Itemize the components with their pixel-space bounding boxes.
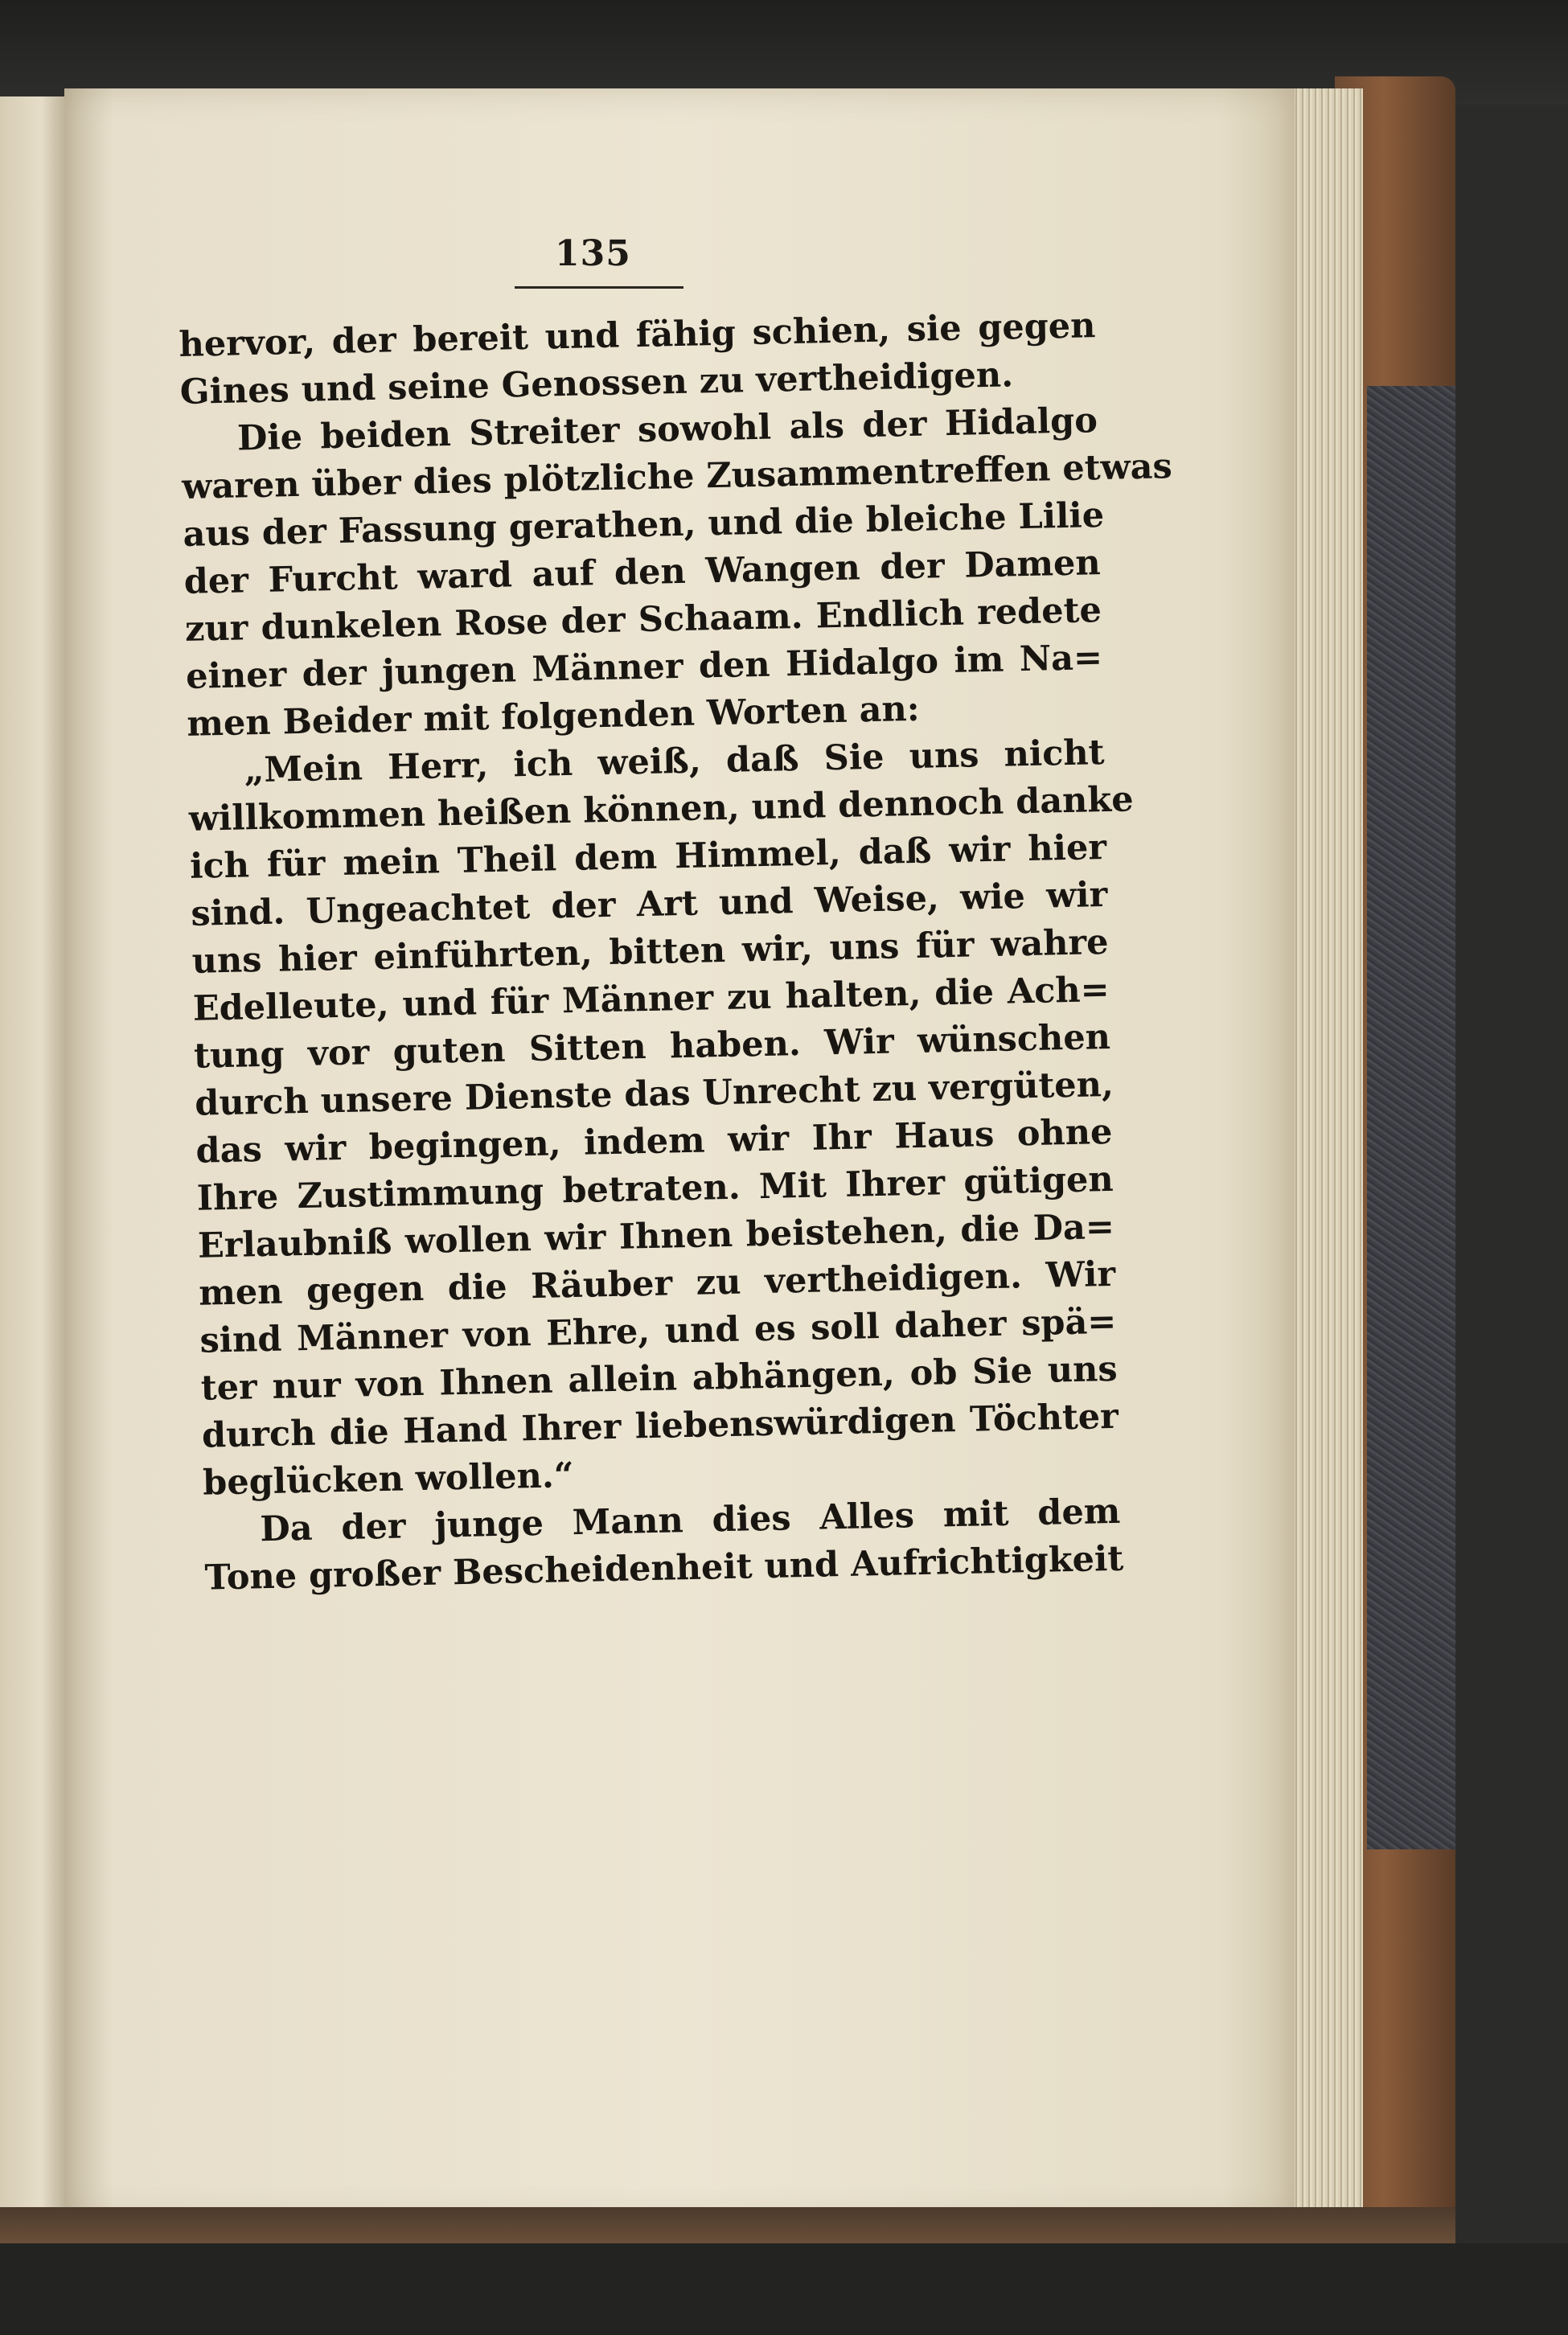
book-cover-bottom xyxy=(0,2207,1455,2243)
text-line: men gegen die Räuber zu vertheidigen. Wir xyxy=(198,1254,1116,1314)
text-line: uns hier einführten, bitten wir, uns für wahre xyxy=(191,921,1109,982)
page-number: 135 xyxy=(555,233,631,274)
text-line: das wir begingen, indem wir Ihr Haus ohne xyxy=(195,1111,1113,1172)
text-line: der Furcht ward auf den Wangen der Damen xyxy=(183,543,1102,602)
text-line: ter nur von Ihnen allein abhängen, ob Sie uns xyxy=(200,1348,1119,1409)
text-line: willkommen heißen können, und dennoch danke xyxy=(188,779,1135,839)
text-line: sind. Ungeachtet der Art und Weise, wie wir xyxy=(190,874,1108,934)
text-line: Tone großer Bescheidenheit und Aufrichtigkeit xyxy=(204,1538,1124,1598)
text-line: Die beiden Streiter sowohl als der Hidalgo xyxy=(236,400,1098,459)
page-edges xyxy=(1287,88,1363,2219)
text-line: beglücken wollen.“ xyxy=(202,1455,575,1504)
text-line: ich für mein Theil dem Himmel, daß wir hier xyxy=(189,827,1107,887)
text-line: waren über dies plötzliche Zusammentreffen etwas xyxy=(181,446,1173,507)
text-line: durch die Hand Ihrer liebenswürdigen Töchter xyxy=(201,1396,1119,1456)
text-line: „Mein Herr, ich weiß, daß Sie uns nicht xyxy=(244,733,1106,791)
text-line: Edelleute, und für Männer zu halten, die Ach= xyxy=(192,969,1110,1029)
text-line: men Beider mit folgenden Worten an: xyxy=(186,688,921,745)
text-line: einer der jungen Männer den Hidalgo im Na= xyxy=(185,638,1103,697)
text-line: Gines und seine Genossen zu vertheidigen. xyxy=(179,355,1014,412)
text-line: durch unsere Dienste das Unrecht zu vergüten, xyxy=(194,1064,1114,1124)
text-line: Erlaubniß wollen wir Ihnen beistehen, die Da= xyxy=(197,1206,1115,1266)
scan-background-bottom xyxy=(0,2243,1568,2335)
text-line: aus der Fassung gerathen, und die bleiche Lilie xyxy=(183,494,1105,555)
text-line: tung vor guten Sitten haben. Wir wünschen xyxy=(193,1016,1111,1077)
text-line: hervor, der bereit und fähig schien, sie gegen xyxy=(179,306,1096,365)
text-line: zur dunkelen Rose der Schaam. Endlich redete xyxy=(184,590,1102,650)
header-rule xyxy=(515,286,683,289)
body-text xyxy=(179,302,1173,1602)
text-line: Ihre Zustimmung betraten. Mit Ihrer gütigen xyxy=(196,1159,1114,1219)
text-line: sind Männer von Ehre, und es soll daher spä= xyxy=(199,1301,1117,1361)
book-cover-cloth xyxy=(1367,386,1455,1849)
text-line: Da der junge Mann dies Alles mit dem xyxy=(259,1491,1121,1550)
facing-page-edge xyxy=(0,96,68,2219)
